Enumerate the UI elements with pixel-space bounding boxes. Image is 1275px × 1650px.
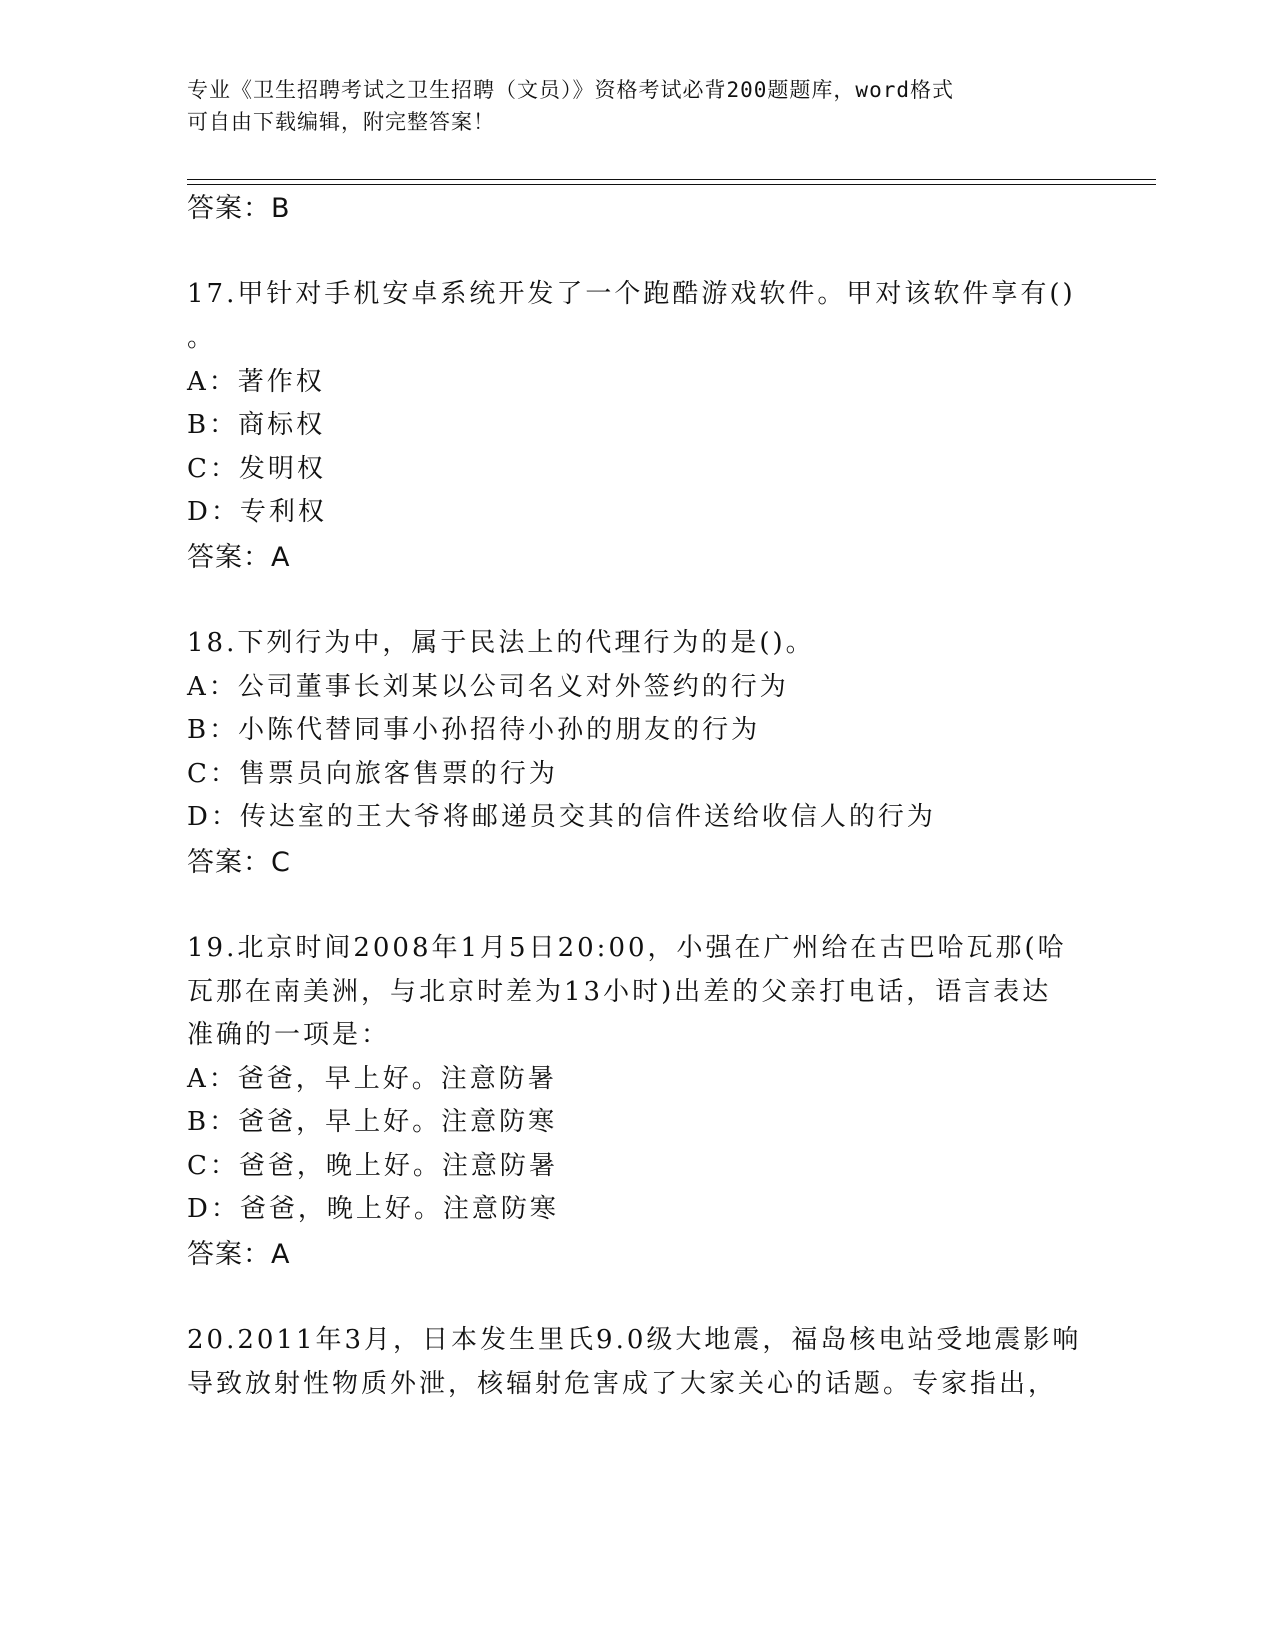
header-divider (187, 179, 1156, 180)
question-17-option-a: A：著作权 (187, 367, 325, 397)
question-19-stem-line-3: 准确的一项是： (187, 1020, 391, 1050)
question-20-stem-line-1: 20.2011年3月，日本发生里氏9.0级大地震，福岛核电站受地震影响 (187, 1325, 1082, 1355)
question-17-option-c: C：发明权 (187, 454, 326, 484)
document-header (187, 74, 1067, 138)
question-18-option-d: D：传达室的王大爷将邮递员交其的信件送给收信人的行为 (187, 802, 936, 832)
question-19-stem-line-2: 瓦那在南美洲，与北京时差为13小时)出差的父亲打电话，语言表达 (187, 977, 1052, 1007)
header-divider-second (187, 184, 1156, 185)
question-19-answer: 答案：A (187, 1239, 291, 1270)
question-18-option-a: A：公司董事长刘某以公司名义对外签约的行为 (187, 672, 789, 702)
question-19-option-c: C：爸爸，晚上好。注意防暑 (187, 1151, 558, 1181)
question-17-option-b: B：商标权 (187, 410, 326, 440)
question-18-stem-line-1: 18.下列行为中，属于民法上的代理行为的是()。 (187, 628, 815, 658)
question-19-option-d: D：爸爸，晚上好。注意防寒 (187, 1194, 559, 1224)
question-19-option-b: B：爸爸，早上好。注意防寒 (187, 1107, 558, 1137)
previous-answer: 答案：B (187, 193, 291, 224)
question-17-answer: 答案：A (187, 542, 291, 573)
question-18-answer: 答案：C (187, 847, 291, 878)
question-18-option-b: B：小陈代替同事小孙招待小孙的朋友的行为 (187, 715, 761, 745)
question-17-stem-line-1: 17.甲针对手机安卓系统开发了一个跑酷游戏软件。甲对该软件享有() (187, 279, 1076, 309)
question-20-stem-line-2: 导致放射性物质外泄，核辐射危害成了大家关心的话题。专家指出， (187, 1369, 1058, 1399)
question-19-stem-line-1: 19.北京时间2008年1月5日20:00，小强在广州给在古巴哈瓦那(哈 (187, 933, 1067, 963)
question-18-option-c: C：售票员向旅客售票的行为 (187, 759, 558, 789)
question-17-stem-line-2: 。 (187, 323, 217, 353)
question-19-option-a: A：爸爸，早上好。注意防暑 (187, 1064, 557, 1094)
header-line-2: 可自由下载编辑，附完整答案！ (187, 110, 495, 134)
question-17-option-d: D：专利权 (187, 497, 327, 527)
header-line-1: 专业《卫生招聘考试之卫生招聘（文员）》资格考试必背200题题库，word格式 (187, 78, 954, 102)
